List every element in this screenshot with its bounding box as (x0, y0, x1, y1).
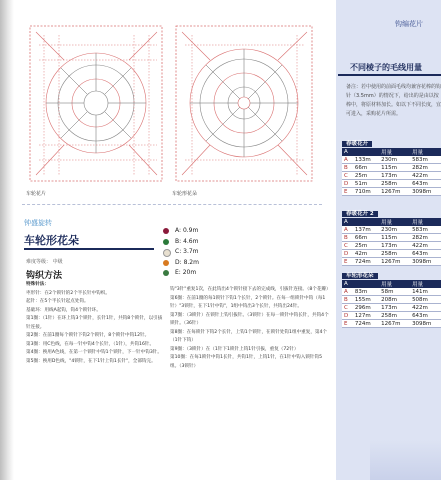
instruction-paragraph: 第6圈：在前1圈的每1锁针下钩1个长针，2个锁针。在每一组锁针中钩（每1针）"3锁针，在下1针中钩"，1组中钩出3个长针，共钩出24针。 (170, 295, 326, 309)
instruction-paragraph: 钩"3针"重复1次，在此钩出4个锁针接下去的完成线，引拔针连接。（8个花瓣） (170, 287, 331, 292)
yarn-table-1: 春暖花开 A 用量 用量 A 133m 230m 583m B 66m 115m 282m C 25m 173m 422m D 51m 258m 643m E 710m 1267m 3098m (342, 140, 441, 196)
color-swatch (163, 270, 169, 276)
section-tag: 钟盛旋转 (24, 219, 52, 227)
instruction-paragraph: 第3圈：用C色线，在每一针中钩4个长针，（1针），共钩16针。 (26, 341, 155, 347)
instruction-paragraph: 特殊针法： (26, 282, 49, 287)
table-caption: 春暖花开 (342, 141, 372, 147)
diagram-right-caption: 车轮形花朵 (172, 191, 198, 197)
color-swatch (163, 260, 169, 266)
yarn-table-2: 春暖花开 2 A 用量 用量 A 137m 230m 583m B 66m 115m 282m C 25m 173m 422m D 42m 258m 643m E 724m 1267m 3098m (342, 210, 441, 266)
table-row: D 42m 258m 643m (342, 250, 441, 258)
table-row: B 66m 115m 282m (342, 164, 441, 172)
table-row: E 710m 1267m 3098m (342, 188, 441, 196)
yarn-table-3: 车轮形花朵 A 用量 用量 A 83m 58m 141m B 155m 208m 508m C 296m 173m 422m D 127m 258m 643m E 724m 1267m 3098m (342, 272, 441, 328)
color-swatch (163, 249, 171, 257)
instruction-paragraph: 第5圈：换用D色线，"4锁针，在下1针上钩1长针"，全部钩完。 (26, 358, 156, 364)
table-row: B 66m 115m 282m (342, 234, 441, 242)
sidebar-title-bar (338, 74, 441, 76)
instruction-paragraph: 第2圈：在前1圈每个锁针下钩2个锁针，8个锁针中钩12针。 (26, 333, 150, 338)
table-row: E 724m 1267m 3098m (342, 258, 441, 266)
table-row: C 25m 173m 422m (342, 172, 441, 180)
page: 车轮花片 车轮形花朵 钟盛旋转 车轮形花朵 难度等级： 中级 A: 0.9m B: 4.6m C: 3.7m D: 8.2m E: 20m 钩织方法 特殊针法： 枣形针：在2个锁针的2个半长针中钩织。 起针：在5个半长针起点处钩。 基础环：用线A起钩，钩4个锁针环。 第1圈：（1针）在环上钩3个锁针，长针1针，共钩8个锁针，以引拔针连接。 第2圈：在前1圈每个锁针下钩2个锁针，8个锁针中钩12针。 第3圈：用C色线，在每一针中钩4个长针，（1针），共钩16针。 第4圈：换用A色线，在第一个锁针中钩1个锁针，下一针中钩3针。 第5圈：换用D色线，"4锁针，在下1针上钩1长针"，全部钩完。 钩"3针"重复1次，在此钩出4个锁针接下去的完成线，引拔针连接。（8个花瓣） 第6圈：在前1圈的每1锁针下钩1个长针，2个锁针。在每一组锁针中钩（每1针）"3锁针，在下1针中钩"，1组中钩出3个长针，共钩出24针。 第7圈：（3锁针）在锁针上钩引拔针。（3锁针）在每一锁针中钩长针，共钩4个锁针。（36针） 第8圈：在每锁针下钩2个长针，上钩1个锁针，在锁针处钩1组中重复，第4个（1针下钩） 第9圈：（3锁针）在（1针下1锁针上钩1针引拔，重复（72针） 第10圈：在每1锁针中钩1长针，共钩1针，上钩1针，在1针中钩入锁针钩5组。（3锁针） 钩编花片 不同棱子的毛线用量 备注：若中使用的前面毛线均兼容花棒的钩针（3.5mm）的情况下，给出的是由以按棒中，将原材料加长。如以下不同长度，宜可进入，采购花片所需。 春暖花开 A 用量 用量 A 133m 230m 583m B 66m 115m 282m C 25m 173m 422m D 51m 258m 643m E 710m 1267m 3098m 春暖花开 2 A 用量 用量 A 137m 230m 583m B 66m 115m 282m C 25m 173m 422m D 42m 258m 643m E 724m 1267m 3098m 车轮形花朵 A 用量 用量 A 83m 58m 141m B 155m 208m 508m C 296m 173m 422m D 127m 258m 643m E 724m 1267m 3098m (0, 0, 441, 480)
difficulty-line (26, 258, 63, 265)
instructions-right-column (170, 286, 330, 371)
pattern-title: 车轮形花朵 (24, 234, 79, 247)
table-caption: 春暖花开 2 (342, 211, 378, 217)
sidebar-intro: 备注：若中使用的前面毛线均兼容花棒的钩针（3.5mm）的情况下，给出的是由以按棒中，将原材料加长。如以下不同长度，宜可进入，采购花片所需。 (346, 84, 441, 117)
diagram-left-caption: 车轮花片 (26, 191, 47, 197)
book-spine (0, 0, 14, 480)
crochet-diagram-wheel-right (170, 20, 320, 185)
instruction-paragraph: 枣形针：在2个锁针的2个半长针中钩织。 (26, 290, 110, 296)
difficulty-value: 中级 (52, 259, 63, 265)
table-row: C 25m 173m 422m (342, 242, 441, 250)
page-corner-shade (370, 440, 441, 480)
chapter-tab: 钩编花片 (395, 20, 423, 28)
instruction-paragraph: 基础环：用线A起钩，钩4个锁针环。 (26, 307, 101, 313)
color-swatch (163, 228, 169, 234)
table-row: E 724m 1267m 3098m (342, 320, 441, 328)
sidebar-heading (338, 62, 441, 74)
table-row: D 51m 258m 643m (342, 180, 441, 188)
instruction-paragraph: 第4圈：换用A色线，在第一个锁针中钩1个锁针，下一针中钩3针。 (26, 350, 162, 355)
title-underline (24, 248, 154, 250)
instruction-paragraph: 第1圈：（1针）在环上钩3个锁针，长针1针，共钩8个锁针，以引拔针连接。 (26, 316, 163, 330)
table-row: A 137m 230m 583m (342, 226, 441, 234)
table-row: C 296m 173m 422m (342, 304, 441, 312)
table-caption: 车轮形花朵 (342, 273, 378, 279)
sidebar-title: 不同棱子的毛线用量 (350, 63, 422, 72)
section-divider (22, 204, 322, 205)
crochet-diagram-wheel-left (24, 20, 169, 185)
instruction-paragraph: 起针：在5个半长针起点处钩。 (26, 299, 89, 304)
table-row: D 127m 258m 643m (342, 312, 441, 320)
table-row: A 83m 58m 141m (342, 288, 441, 296)
color-swatch (163, 239, 169, 245)
table-row: A 133m 230m 583m (342, 156, 441, 164)
instruction-paragraph: 第8圈：在每锁针下钩2个长针，上钩1个锁针，在锁针处钩1组中重复，第4个（1针下钩） (170, 329, 328, 343)
instructions-left-column (26, 281, 164, 366)
difficulty-label: 难度等级： (26, 259, 52, 265)
instruction-paragraph: 第7圈：（3锁针）在锁针上钩引拔针。（3锁针）在每一锁针中钩长针，共钩4个锁针。（36针） (170, 312, 329, 326)
table-row: B 155m 208m 508m (342, 296, 441, 304)
method-heading: 钩织方法 (26, 271, 63, 281)
instruction-paragraph: 第9圈：（3锁针）在（1针下1锁针上钩1针引拔，重复（72针） (170, 346, 299, 352)
instruction-paragraph: 第10圈：在每1锁针中钩1长针，共钩1针，上钩1针，在1针中钩入锁针钩5组。（3锁针） (170, 355, 323, 369)
